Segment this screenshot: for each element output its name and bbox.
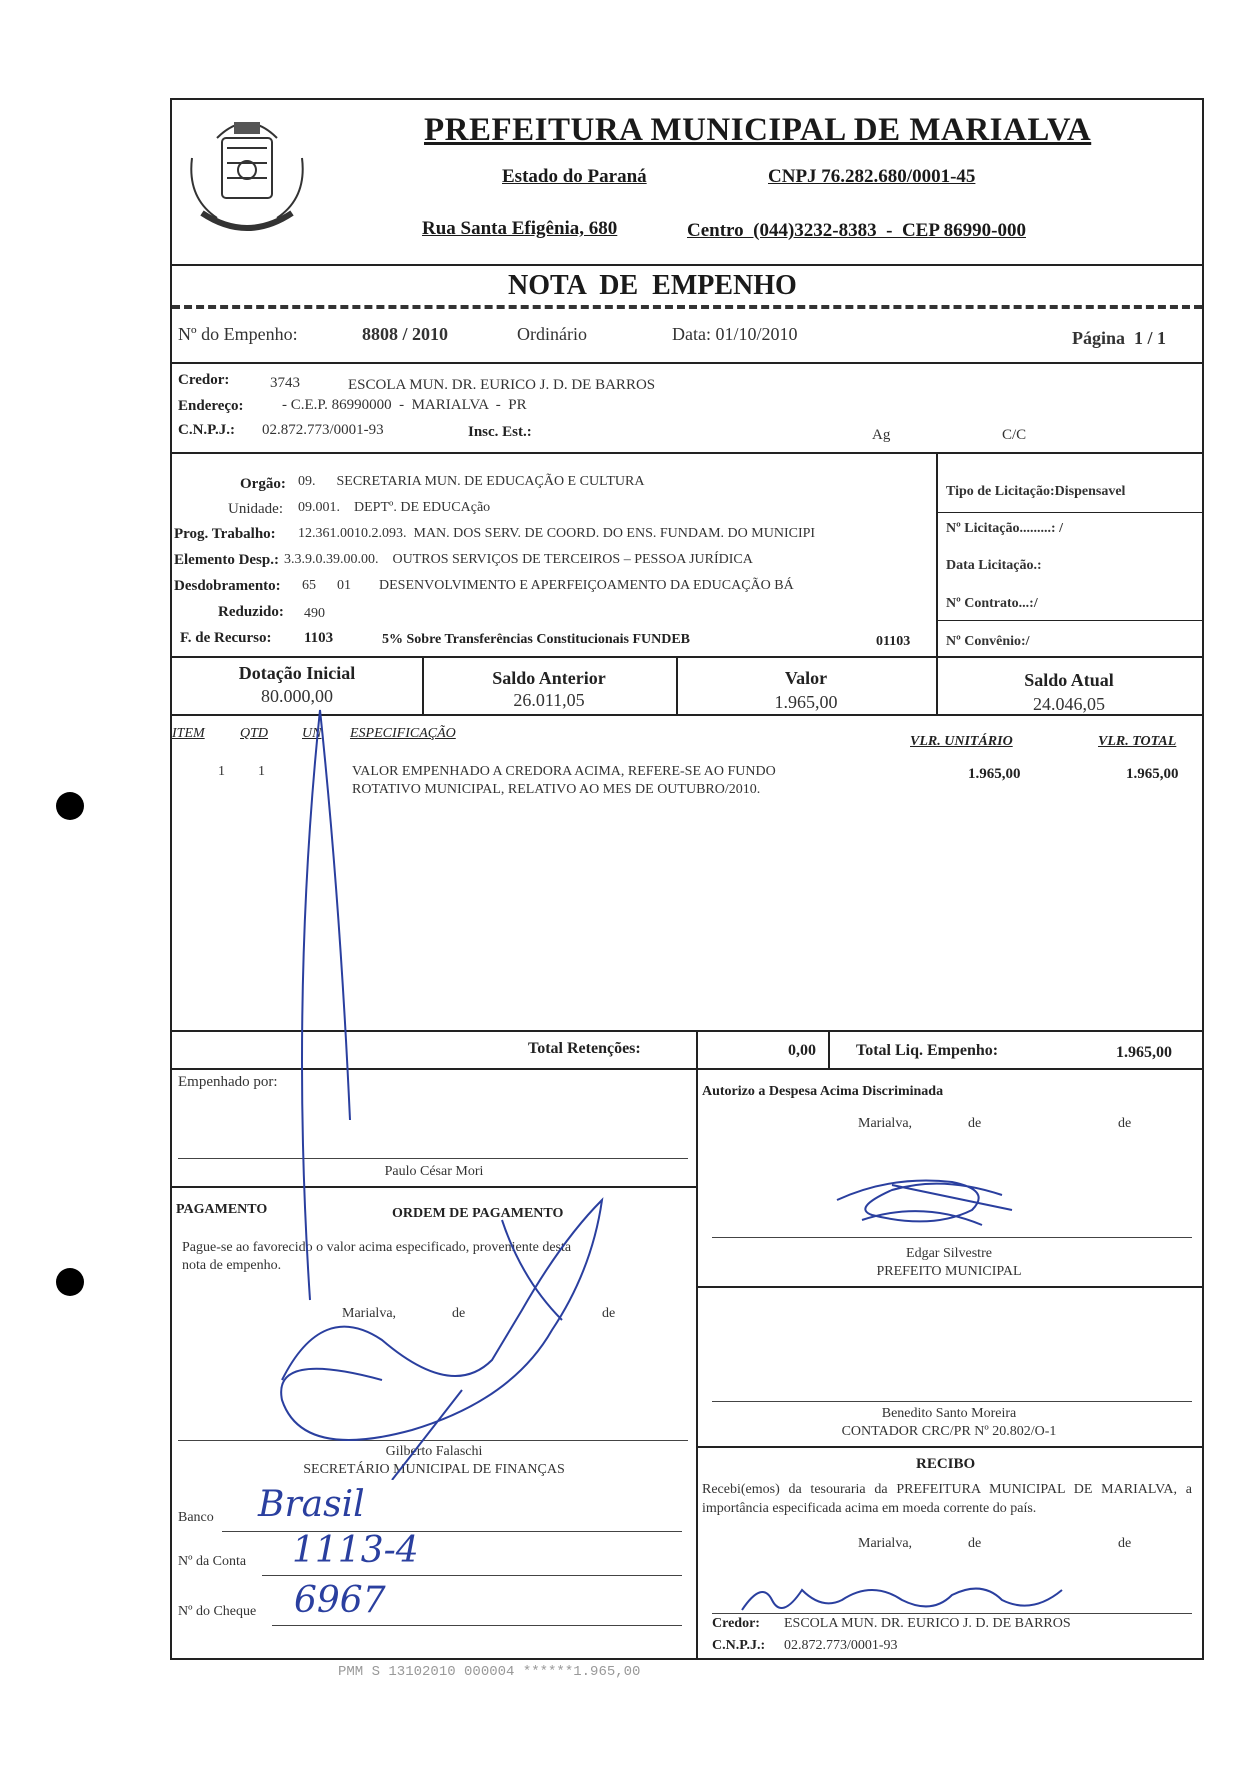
item-number: 1 (218, 764, 225, 779)
col-un: UN (302, 726, 322, 741)
recibo-credor-name: ESCOLA MUN. DR. EURICO J. D. DE BARROS (784, 1616, 1071, 1631)
prog-trabalho-label: Prog. Trabalho: (174, 526, 276, 542)
prefeito-name: Edgar Silvestre (906, 1246, 992, 1261)
reduzido-value: 490 (304, 606, 325, 621)
col-vlr-unitario: VLR. UNITÁRIO (910, 734, 1013, 749)
secretario-role: SECRETÁRIO MUNICIPAL DE FINANÇAS (303, 1462, 565, 1477)
credor-label: Credor: (178, 372, 230, 388)
punch-hole (56, 1268, 84, 1296)
secretario-name: Gilberto Falaschi (385, 1444, 483, 1459)
unidade-value: 09.001. DEPTº. DE EDUCAção (298, 500, 491, 515)
recibo-credor-label: Credor: (712, 1616, 760, 1631)
dotacao-inicial-label: Dotação Inicial (238, 663, 356, 683)
insc-est-label: Insc. Est.: (468, 424, 532, 440)
total-retencoes-value: 0,00 (788, 1042, 816, 1059)
autorizo-city: Marialva, (858, 1116, 913, 1131)
credor-code: 3743 (270, 375, 300, 391)
reduzido-label: Reduzido: (218, 604, 284, 620)
recibo-text: Recebi(emos) da tesouraria da PREFEITURA MUNICIPAL DE MARIALVA, a importância especificada acima em moeda corrente do país. (702, 1482, 1192, 1516)
pagamento-text-1: Pague-se ao favorecido o valor acima especificado, proveniente desta (182, 1240, 572, 1255)
pagamento-text-2: nota de empenho. (182, 1258, 282, 1273)
ag-label: Ag (872, 427, 891, 443)
doc-title: NOTA DE EMPENHO (508, 270, 797, 301)
tipo-licitacao: Tipo de Licitação:Dispensavel (946, 484, 1126, 499)
numero-contrato: Nº Contrato...:/ (946, 596, 1038, 611)
col-especificacao: ESPECIFICAÇÃO (350, 726, 456, 741)
empenho-number: 8808 / 2010 (362, 324, 449, 344)
saldo-atual-label: Saldo Atual (1024, 670, 1114, 690)
banco-label: Banco (178, 1510, 214, 1525)
contador-name: Benedito Santo Moreira (881, 1406, 1017, 1421)
autorizo-de-2: de (1118, 1116, 1132, 1131)
banco-value: Brasil (258, 1484, 365, 1525)
item-unit-value: 1.965,00 (968, 766, 1021, 782)
numero-convenio: Nº Convênio:/ (946, 634, 1030, 649)
col-item: ITEM (172, 726, 205, 741)
cnpj-label: C.N.P.J.: (178, 422, 235, 438)
total-retencoes-label: Total Retenções: (528, 1040, 641, 1057)
cc-label: C/C (1002, 427, 1027, 443)
pagamento-de-1: de (452, 1306, 466, 1321)
fonte-recurso-value: 1103 (304, 630, 334, 646)
saldo-anterior-label: Saldo Anterior (492, 668, 606, 688)
credor-address: - C.E.P. 86990000 - MARIALVA - PR (282, 397, 527, 413)
empenho-type: Ordinário (517, 324, 587, 344)
recibo-title: RECIBO (916, 1456, 976, 1472)
elemento-desp-label: Elemento Desp.: (174, 552, 279, 568)
total-liquido-label: Total Liq. Empenho: (856, 1042, 999, 1059)
prog-trabalho-value: 12.361.0010.2.093. MAN. DOS SERV. DE COORD. DO ENS. FUNDAM. DO MUNICIPI (298, 526, 816, 541)
item-desc-line1: VALOR EMPENHADO A CREDORA ACIMA, REFERE-SE AO FUNDO (352, 764, 776, 779)
prefeito-role: PREFEITO MUNICIPAL (876, 1264, 1022, 1279)
unidade-label: Unidade: (228, 501, 283, 517)
address-label: Rua Santa Efigênia, 680 (422, 218, 618, 239)
page-title: PREFEITURA MUNICIPAL DE MARIALVA (424, 112, 1092, 148)
recibo-city: Marialva, (858, 1536, 913, 1551)
conta-value: 1113-4 (292, 1530, 419, 1571)
desdobramento-value: 65 01 DESENVOLVIMENTO E APERFEIÇOAMENTO DA EDUCAÇÃO BÁ (302, 578, 794, 593)
col-qtd: QTD (240, 726, 269, 741)
dotacao-inicial-value: 80.000,00 (261, 686, 333, 706)
autorizo-label: Autorizo a Despesa Acima Discriminada (702, 1084, 944, 1099)
punch-hole (56, 792, 84, 820)
contador-role: CONTADOR CRC/PR Nº 20.802/O-1 (841, 1424, 1057, 1439)
fonte-recurso-code: 01103 (876, 634, 911, 649)
fonte-recurso-desc: 5% Sobre Transferências Constitucionais FUNDEB (382, 632, 691, 647)
saldo-anterior-value: 26.011,05 (513, 690, 585, 710)
autorizo-de-1: de (968, 1116, 982, 1131)
pen-stroke (280, 700, 400, 1320)
cheque-value: 6967 (294, 1580, 386, 1621)
pagamento-city: Marialva, (342, 1306, 397, 1321)
conta-label: Nº da Conta (178, 1554, 247, 1569)
empenhado-por-label: Empenhado por: (178, 1074, 278, 1090)
pagamento-label: PAGAMENTO (176, 1202, 268, 1217)
orgao-value: 09. SECRETARIA MUN. DE EDUCAÇÃO E CULTURA (298, 474, 645, 489)
valor-value: 1.965,00 (774, 692, 838, 712)
credor-name: ESCOLA MUN. DR. EURICO J. D. DE BARROS (348, 377, 656, 393)
contact-label: Centro (044)3232-8383 - CEP 86990-000 (687, 220, 1026, 241)
prefeito-signature (832, 1170, 1022, 1240)
recibo-de-2: de (1118, 1536, 1132, 1551)
empenho-date: Data: 01/10/2010 (672, 324, 798, 344)
endereco-label: Endereço: (178, 398, 244, 414)
data-licitacao: Data Licitação.: (946, 558, 1042, 573)
numero-licitacao: Nº Licitação.........: / (946, 521, 1063, 536)
item-total-value: 1.965,00 (1126, 766, 1179, 782)
item-qtd: 1 (258, 764, 265, 779)
empenho-number-label: Nº do Empenho: (178, 324, 298, 344)
coat-of-arms-icon (172, 108, 322, 248)
fonte-recurso-label: F. de Recurso: (180, 630, 272, 646)
pagamento-de-2: de (602, 1306, 616, 1321)
desdobramento-label: Desdobramento: (174, 578, 281, 594)
recibo-cnpj: 02.872.773/0001-93 (784, 1638, 898, 1653)
empenhado-por-name: Paulo César Mori (384, 1164, 484, 1179)
page-number: Página 1 / 1 (1072, 328, 1167, 348)
ordem-pagamento-label: ORDEM DE PAGAMENTO (392, 1206, 564, 1221)
total-liquido-value: 1.965,00 (1116, 1044, 1172, 1061)
state-label: Estado do Paraná (502, 166, 647, 187)
credor-cnpj: 02.872.773/0001-93 (262, 422, 384, 438)
recibo-cnpj-label: C.N.P.J.: (712, 1638, 766, 1653)
orgao-label: Orgão: (240, 476, 286, 492)
cheque-label: Nº do Cheque (178, 1604, 257, 1619)
footer-stamp: PMM S 13102010 000004 ******1.965,00 (338, 1664, 641, 1680)
recibo-de-1: de (968, 1536, 982, 1551)
col-vlr-total: VLR. TOTAL (1098, 734, 1177, 749)
cnpj-label: CNPJ 76.282.680/0001-45 (768, 166, 976, 187)
valor-label: Valor (784, 668, 828, 688)
elemento-desp-value: 3.3.9.0.39.00.00. OUTROS SERVIÇOS DE TERCEIROS – PESSOA JURÍDICA (284, 552, 753, 567)
item-desc-line2: ROTATIVO MUNICIPAL, RELATIVO AO MES DE OUTUBRO/2010. (352, 782, 761, 797)
saldo-atual-value: 24.046,05 (1033, 694, 1105, 714)
